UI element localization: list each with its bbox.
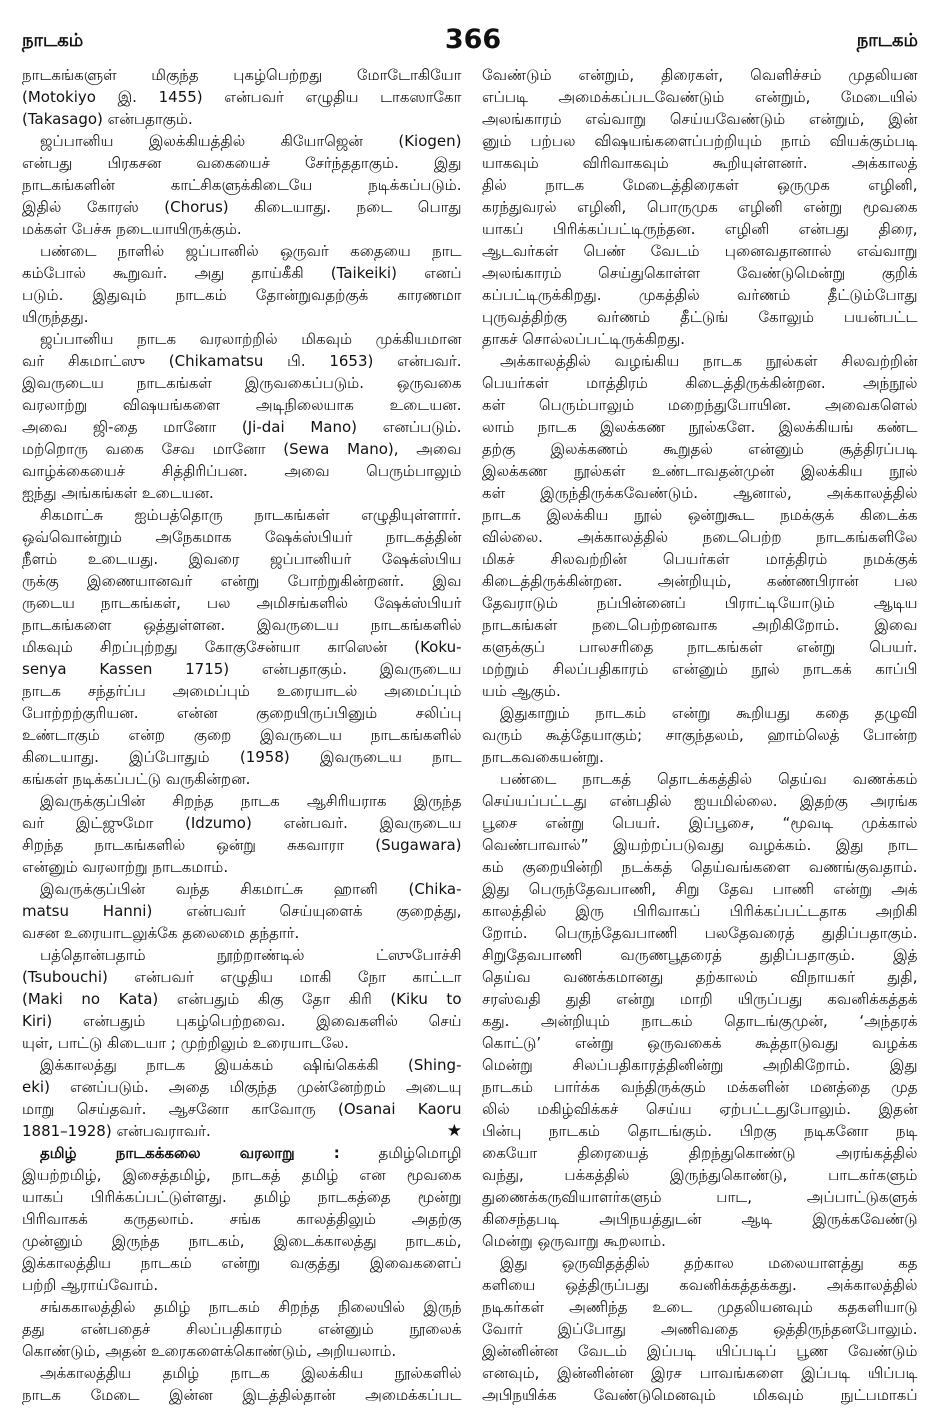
line-text: நீளம் உடையது. இவரை ஜப்பானியர் ஷேக்ஸ்பிய xyxy=(22,550,462,568)
line-text: இவருடைய நாடகங்கள் இருவகைப்படும். ஒருவகை xyxy=(22,374,462,392)
text-line xyxy=(482,108,918,130)
text-line xyxy=(482,548,918,570)
text-line xyxy=(482,614,918,636)
line-text: கம்போல் கூறுவர். அது தாய்கீகி (Taikeiki) எனப் xyxy=(22,264,462,282)
text-line xyxy=(22,812,462,834)
text-line xyxy=(482,1032,918,1054)
line-text: துணைக்கருவியாளர்களும் பாட, அப்பாட்டுகளுக் xyxy=(482,1188,918,1206)
text-line xyxy=(482,284,918,306)
line-text: பண்டை நாடகத் தொடக்கத்தில் தெய்வ வணக்கம் xyxy=(500,770,918,788)
text-line xyxy=(482,834,918,856)
text-line xyxy=(22,1076,462,1098)
line-text: தமிழ்மொழி xyxy=(378,1144,462,1162)
line-text: யம் ஆகும். xyxy=(482,682,561,700)
line-text: ஐந்து அங்கங்கள் உடையன. xyxy=(22,484,214,502)
line-text: லாம் நாடக இலக்கண நூல்களே. இலக்கியங் கண்ட xyxy=(482,418,918,436)
text-line xyxy=(22,416,462,438)
line-text: ருடைய நாடகங்கள், பல அமிசங்களில் ஷேக்ஸ்பியர் xyxy=(22,594,462,612)
line-text: கையோ திரையைத் திறந்துகொண்டு அரங்கத்தில் xyxy=(482,1144,918,1162)
text-line xyxy=(22,1318,462,1340)
line-text: இவருக்குப்பின் சிறந்த நாடக ஆசிரியராக இருந்த xyxy=(40,792,462,810)
line-text: என்னும் வரலாற்று நாடகமாம். xyxy=(22,858,229,876)
text-line xyxy=(22,658,462,680)
line-text: யாகவும் விரிவாகவும் கூறியுள்ளனர். அக்காலத் xyxy=(482,154,918,172)
text-line xyxy=(482,988,918,1010)
line-text: வரலாற்று விஷயங்களை அடிநிலையாக உடையன. xyxy=(22,396,462,414)
paragraph xyxy=(22,504,462,790)
line-text: கப்பட்டிருக்கிறது. முகத்தில் வர்ணம் தீட்டும்போது xyxy=(482,286,918,304)
line-text: சிறந்த நாடகங்களில் ஒன்று சுகவாரா (Sugawara) xyxy=(22,836,462,854)
text-line xyxy=(482,196,918,218)
line-text: 1881–1928) என்பவராவர். xyxy=(22,1122,211,1140)
line-text: பற்றி ஆராய்வோம். xyxy=(22,1276,159,1294)
line-text: தாகச் சொல்லப்பட்டிருக்கிறது. xyxy=(482,330,685,348)
text-line xyxy=(22,372,462,394)
line-text: கம் குறையின்றி நடக்கத் தெய்வங்களை வணங்குவதாம். xyxy=(482,858,918,876)
text-line xyxy=(482,1010,918,1032)
text-line xyxy=(22,768,462,790)
line-text: ஒவ்வொன்றும் அநேகமாக ஷேக்ஸ்பியர் நாடகத்தின் xyxy=(22,528,462,546)
paragraph xyxy=(482,64,918,350)
text-line xyxy=(22,1296,462,1318)
text-line xyxy=(22,526,462,548)
text-line xyxy=(22,306,462,328)
line-text: மற்றொரு வகை சேவ மானோ (Sewa Mano), அவை xyxy=(22,440,462,458)
line-text: போற்றற்குரியன. என்ன குறையிருப்பினும் சலிப்பு xyxy=(22,704,462,722)
line-text: கங்கள் நடிக்கப்பட்டு வருகின்றன. xyxy=(22,770,251,788)
text-line xyxy=(482,1186,918,1208)
line-text: சிறுதேவபாணி வருணபூதரைத் துதிப்பதாகும். இத் xyxy=(482,946,918,964)
text-line xyxy=(482,86,918,108)
text-line xyxy=(22,966,462,988)
line-text: கிடைத்திருக்கின்றன. அன்றியும், கண்ணபிரான் பல xyxy=(482,572,918,590)
text-line xyxy=(22,1054,462,1076)
text-line xyxy=(482,1318,918,1340)
text-line xyxy=(482,944,918,966)
text-line xyxy=(22,636,462,658)
line-text: அக்காலத்தில் வழங்கிய நாடக நூல்கள் சிலவற்றின் xyxy=(500,352,918,370)
section-heading: தமிழ் நாடகக்கலை வரலாறு : xyxy=(40,1144,340,1162)
text-line xyxy=(482,218,918,240)
paragraph xyxy=(22,944,462,1054)
line-text: (Tsubouchi) என்பவர் எழுதிய மாகி நோ காட்டா xyxy=(22,968,462,986)
text-line xyxy=(22,592,462,614)
text-line xyxy=(22,1186,462,1208)
line-text: பிரிவாகக் கருதலாம். சங்க காலத்திலும் அதற்கு xyxy=(22,1210,462,1228)
line-text: மிகவும் சிறப்புற்றது கோகுசேன்யா காஸென் (Koku- xyxy=(22,638,462,656)
paragraph xyxy=(22,240,462,328)
line-text: பண்டை நாளில் ஜப்பானில் ஒருவர் கதையை நாட xyxy=(40,242,462,260)
text-line xyxy=(482,1164,918,1186)
text-line xyxy=(22,1032,462,1054)
line-text: வசன உரையாடலுக்கே தலைமை தந்தார். xyxy=(22,924,300,942)
text-line xyxy=(22,834,462,856)
text-line xyxy=(482,1076,918,1098)
text-line xyxy=(22,1120,462,1142)
line-text: தில் நாடக மேடைத்திரைகள் ஒருமுக எழினி, xyxy=(482,176,918,194)
line-text: கள் பெரும்பாலும் மறைந்துபோயின. அவைகளெல் xyxy=(482,396,918,414)
text-line xyxy=(482,1274,918,1296)
line-text: னும் பற்பல விஷயங்களைப்பற்றியும் நாம் வியக்கும்படி xyxy=(482,132,918,150)
text-line xyxy=(22,1362,462,1384)
text-line xyxy=(482,724,918,746)
line-text: முன்னும் இருந்த நாடகம், இடைக்காலத்து நாடகம், xyxy=(22,1232,462,1250)
text-line xyxy=(22,1142,462,1164)
paragraph xyxy=(22,130,462,240)
text-line xyxy=(22,240,462,262)
text-line xyxy=(482,130,918,152)
text-line xyxy=(22,196,462,218)
text-line xyxy=(482,328,918,350)
text-line xyxy=(482,1120,918,1142)
line-text: வந்து, பக்கத்தில் இருந்துகொண்டு, பாடகர்களும் xyxy=(482,1166,918,1184)
paragraph xyxy=(482,768,918,1252)
line-text: ஜப்பானிய நாடக வரலாற்றில் மிகவும் முக்கியமான xyxy=(40,330,462,348)
text-line xyxy=(482,680,918,702)
line-text: நாடக மேடை இன்ன இடத்தில்தான் அமைக்கப்பட xyxy=(22,1386,462,1404)
line-text: இக்காலத்திய நாடகம் என்று வகுத்து இவைகளைப் xyxy=(22,1254,462,1272)
text-line xyxy=(22,328,462,350)
line-text: நாடக இலக்கிய நூல் ஒன்றுகூட நமக்குக் கிடைக்க xyxy=(482,506,918,524)
text-line xyxy=(482,1230,918,1252)
line-text: கொண்டும், அதன் உரைகளைக்கொண்டும், அறியலாம். xyxy=(22,1342,397,1360)
line-text: வரும் கூத்தேயாகும்; சாகுந்தலம், ஹாம்லெத் போன்ற xyxy=(482,726,918,744)
text-line xyxy=(482,1142,918,1164)
line-text: கள் இருந்திருக்கவேண்டும். ஆனால், அக்காலத்தில் xyxy=(482,484,918,502)
text-line xyxy=(482,900,918,922)
text-line xyxy=(482,746,918,768)
text-line xyxy=(482,878,918,900)
paragraph xyxy=(22,1142,462,1296)
line-text: வேண்டும் என்றும், திரைகள், வெளிச்சம் முதலியன xyxy=(482,66,918,84)
line-text: இது பெருந்தேவபாணி, சிறு தேவ பாணி என்று அக் xyxy=(482,880,918,898)
text-line xyxy=(482,658,918,680)
line-text: தெய்வ வணக்கமானது தற்காலம் விநாயகர் துதி, xyxy=(482,968,918,986)
text-line xyxy=(22,570,462,592)
line-text: தேவராடும் நப்பின்னைப் பிராட்டியோடும் ஆடிய xyxy=(482,594,918,612)
text-line xyxy=(482,240,918,262)
running-head-right: நாடகம் xyxy=(856,30,918,51)
text-line xyxy=(482,702,918,724)
text-line xyxy=(482,460,918,482)
text-line xyxy=(22,900,462,922)
text-line xyxy=(482,1296,918,1318)
text-line xyxy=(482,306,918,328)
line-text: (Takasago) என்பதாகும். xyxy=(22,110,193,128)
text-line xyxy=(22,790,462,812)
line-text: களுக்குப் பாலசரிதை நாடகங்கள் என்று பெயர். xyxy=(482,638,918,656)
line-text: எனவும், இன்னின்ன இரச பாவங்களை இப்படி யிப்படி xyxy=(482,1364,918,1382)
line-text: நாடகங்களை ஒத்துள்ளன. இவருடைய நாடகங்களில் xyxy=(22,616,462,634)
running-head-left: நாடகம் xyxy=(22,30,84,51)
line-text: senya Kassen 1715) என்பதாகும். இவருடைய xyxy=(22,660,462,678)
line-text: அவை ஜி-தை மானோ (Ji-dai Mano) எனப்படும். xyxy=(22,418,462,436)
line-text: இன்னின்ன வேடம் இப்படி யிப்படிப் பூண வேண்டும் xyxy=(482,1342,918,1360)
line-text: கொட்டு’ என்று ஒருவகைக் கூத்தாடுவது வழக்க xyxy=(482,1034,918,1052)
line-text: ஆடவர்கள் பெண் வேடம் புனைவதானால் எவ்வாறு xyxy=(482,242,918,260)
left-column xyxy=(22,64,462,1406)
text-line xyxy=(482,416,918,438)
line-text: எப்படி அமைக்கப்படவேண்டும் என்றும், மேடையில் xyxy=(482,88,918,106)
text-line xyxy=(482,438,918,460)
text-line xyxy=(22,988,462,1010)
line-text: நாடகங்கள் நடைபெற்றனவாக அறிகிறோம். இவை xyxy=(482,616,918,634)
text-line xyxy=(482,790,918,812)
text-line xyxy=(482,1384,918,1406)
line-text: சரஸ்வதி துதி என்று மாறி யிருப்பது கவனிக்கத்தக் xyxy=(482,990,918,1008)
text-line xyxy=(22,86,462,108)
text-line xyxy=(22,614,462,636)
line-text: (Motokiyo இ. 1455) என்பவர் எழுதிய டாகஸாகோ xyxy=(22,88,462,106)
text-line xyxy=(22,1340,462,1362)
text-line xyxy=(482,636,918,658)
text-line xyxy=(482,1054,918,1076)
text-line xyxy=(22,1208,462,1230)
text-line xyxy=(22,1384,462,1406)
text-line xyxy=(22,1252,462,1274)
text-line xyxy=(22,878,462,900)
line-text: வாழ்க்கையைச் சித்திரிப்பன. அவை பெரும்பாலும் xyxy=(22,462,462,480)
line-text: சங்ககாலத்தில் தமிழ் நாடகம் சிறந்த நிலையில் இருந் xyxy=(40,1298,462,1316)
line-text: பின்பு நாடகம் தொடங்கும். பிறகு நடிகனோ நடி xyxy=(482,1122,918,1140)
line-text: நாடகங்களின் காட்சிகளுக்கிடையே நடிக்கப்படும். xyxy=(22,176,462,194)
line-text: செய்யப்பட்டது என்பதில் ஐயமில்லை. இதற்கு அரங்க xyxy=(482,792,918,810)
text-line xyxy=(22,152,462,174)
text-line xyxy=(22,482,462,504)
line-text: ருக்கு இணையானவர் என்று போற்றுகின்றனர். இவ xyxy=(22,572,462,590)
line-text: கரந்துவரல் எழினி, பொருமுக எழினி என்று மூவகை xyxy=(482,198,918,216)
text-line xyxy=(482,922,918,944)
line-text: மக்கள் பேச்சு நடையாயிருக்கும். xyxy=(22,220,242,238)
text-line xyxy=(482,1098,918,1120)
paragraph xyxy=(22,878,462,944)
text-line xyxy=(482,966,918,988)
text-line xyxy=(22,218,462,240)
line-text: பெயர்கள் மாத்திரம் கிடைத்திருக்கின்றன. அந்நூல் xyxy=(482,374,918,392)
text-line xyxy=(482,1252,918,1274)
paragraph xyxy=(22,790,462,878)
text-line xyxy=(22,108,462,130)
text-line xyxy=(482,372,918,394)
text-line xyxy=(22,724,462,746)
line-text: றோம். பெருந்தேவபாணி பலதேவரைத் துதிப்பதாகும். xyxy=(482,924,918,942)
text-line xyxy=(22,746,462,768)
line-text: பத்தொன்பதாம் நூற்றாண்டில் ட்ஸுபோச்சி xyxy=(40,946,462,964)
line-text: வர் இட்ஜுமோ (Idzumo) என்பவர். இவருடைய xyxy=(22,814,462,832)
line-text: இலக்கண நூல்கள் உண்டாவதன்முன் இலக்கிய நூல் xyxy=(482,462,918,480)
line-text: வோர் இப்போது அணிவதை ஒத்திருந்தனபோலும். xyxy=(482,1320,918,1338)
text-line xyxy=(482,64,918,86)
line-text: Kiri) என்பதும் புகழ்பெற்றவை. இவைகளில் செய் xyxy=(22,1012,462,1030)
line-text: வில்லை. அக்காலத்தில் நடைபெற்ற நாடகங்களிலே xyxy=(482,528,918,546)
line-text: வர் சிகமாட்ஸு (Chikamatsu பி. 1653) என்பவர். xyxy=(22,352,462,370)
text-line xyxy=(482,856,918,878)
paragraph xyxy=(482,350,918,702)
right-column xyxy=(482,64,918,1406)
paragraph xyxy=(22,1054,462,1142)
line-text: களியை ஒத்திருப்பது கவனிக்கத்தக்கது. அக்காலத்தில் xyxy=(482,1276,918,1294)
line-text: இதில் கோரஸ் (Chorus) கிடையாது. நடை பொது xyxy=(22,198,462,216)
line-text: இயற்றமிழ், இசைத்தமிழ், நாடகத் தமிழ் என மூவகை xyxy=(22,1166,462,1184)
line-text: அக்காலத்திய தமிழ் நாடக இலக்கிய நூல்களில் xyxy=(40,1364,462,1382)
line-text: யிருந்தது. xyxy=(22,308,89,326)
text-line xyxy=(22,350,462,372)
line-text: இவருக்குப்பின் வந்த சிகமாட்சு ஹானி (Chika- xyxy=(40,880,462,898)
line-text: இக்காலத்து நாடக இயக்கம் ஷிங்கெக்கி (Shing- xyxy=(40,1056,462,1074)
line-text: eki) எனப்படும். அதை மிகுந்த முன்னேற்றம் அடையு xyxy=(22,1078,462,1096)
text-line xyxy=(482,482,918,504)
text-line xyxy=(482,768,918,790)
line-text: இதுகாறும் நாடகம் என்று கூறியது கதை தழுவி xyxy=(500,704,918,722)
text-line xyxy=(22,922,462,944)
line-text: நாடகவகையன்று. xyxy=(482,748,604,766)
text-line xyxy=(22,1098,462,1120)
line-text: நாடகங்களுள் மிகுந்த புகழ்பெற்றது மோடோகியோ xyxy=(22,66,462,84)
line-text: அலங்காரம் எவ்வாறு செய்யவேண்டும் என்றும், இன் xyxy=(482,110,918,128)
line-text: சிகமாட்சு ஐம்பத்தொரு நாடகங்கள் எழுதியுள்ளார். xyxy=(40,506,462,524)
text-line xyxy=(482,570,918,592)
line-text: (Maki no Kata) என்பதும் கிகு தோ கிரி (Kiku to xyxy=(22,990,462,1008)
line-text: புருவத்திற்கு வர்ணம் தீட்டுங் கோலும் பயன்பட்ட xyxy=(482,308,918,326)
text-line xyxy=(22,1164,462,1186)
text-line xyxy=(22,64,462,86)
line-text: தற்கு இலக்கணம் கூறுதல் என்னும் சூத்திரப்படி xyxy=(482,440,918,458)
paragraph xyxy=(22,64,462,130)
line-text: லில் மகிழ்விக்கச் செய்ய ஏற்பட்டதுபோலும். இதன் xyxy=(482,1100,918,1118)
text-line xyxy=(22,702,462,724)
page-number: 366 xyxy=(444,24,502,55)
line-text: மென்று ஒருவாறு கூறலாம். xyxy=(482,1232,666,1250)
line-text: மிகச் சிலவற்றின் பெயர்கள் மாத்திரம் நமக்குக் xyxy=(482,550,918,568)
line-text: யாகப் பிரிக்கப்பட்டுள்ளது. தமிழ் நாடகத்தை மூன்று xyxy=(22,1188,462,1206)
line-text: யுள், பாட்டு கிடையா ; முற்றிலும் உரையாடலே. xyxy=(22,1034,349,1052)
text-line xyxy=(482,152,918,174)
text-line xyxy=(482,592,918,614)
line-text: படும். இதுவும் நாடகம் தோன்றுவதற்குக் காரணமா xyxy=(22,286,462,304)
text-line xyxy=(22,1230,462,1252)
text-line xyxy=(22,438,462,460)
text-line xyxy=(22,504,462,526)
line-text: மென்று சிலப்பதிகாரத்தினின்று அறிகிறோம். இது xyxy=(482,1056,918,1074)
paragraph xyxy=(482,1252,918,1406)
text-line xyxy=(482,526,918,548)
text-line xyxy=(482,1208,918,1230)
line-text: யாகப் பிரிக்கப்பட்டிருந்தன. எழினி என்பது திரை, xyxy=(482,220,918,238)
line-text: வெண்பாவால்” இயற்றப்படுவது வழக்கம். இது நாட xyxy=(482,836,918,854)
line-text: மற்றும் சிலப்பதிகாரம் என்னும் நூல் நாடகக் காப்பி xyxy=(482,660,918,678)
text-line xyxy=(22,130,462,152)
end-mark-star: ★ xyxy=(446,1121,462,1141)
line-text: கிசைந்தபடி அபிநயத்துடன் ஆடி இருக்கவேண்டு xyxy=(482,1210,918,1228)
line-text: பூசை என்று பெயர். இப்பூசை, “மூவடி முக்கால் xyxy=(482,814,918,832)
line-text: என்பது பிரகசன வகையைச் சேர்ந்ததாகும். இது xyxy=(22,154,462,172)
text-line xyxy=(482,504,918,526)
line-text: ஜப்பானிய இலக்கியத்தில் கியோஜென் (Kiogen) xyxy=(40,132,462,150)
line-text: மாறு செய்தவர். ஆசனோ காவோரு (Osanai Kaoru xyxy=(22,1100,462,1118)
line-text: நாடகம் பார்க்க வந்திருக்கும் மக்களின் மனத்தை முத xyxy=(482,1078,918,1096)
text-line xyxy=(22,1010,462,1032)
line-text: கிடையாது. இப்போதும் (1958) இவருடைய நாட xyxy=(22,748,462,766)
text-line xyxy=(482,174,918,196)
line-text: தது என்பதைச் சிலப்பதிகாரம் என்னும் நூலைக் xyxy=(22,1320,462,1338)
text-line xyxy=(482,262,918,284)
text-line xyxy=(22,174,462,196)
text-line xyxy=(22,856,462,878)
text-line xyxy=(482,1340,918,1362)
line-text: கது. அன்றியும் நாடகம் தொடங்குமுன், ‘அந்தரக் xyxy=(482,1012,918,1030)
text-line xyxy=(22,548,462,570)
line-text: அபிநயிக்க வேண்டுமெனவும் மிகவும் நுட்பமாகப் xyxy=(482,1386,918,1404)
text-line xyxy=(22,1274,462,1296)
line-text: இது ஒருவிதத்தில் தற்கால மலையாளத்து கத xyxy=(500,1254,918,1272)
text-line xyxy=(22,284,462,306)
text-line xyxy=(482,350,918,372)
line-text: நாடக சந்தர்ப்ப அமைப்பும் உரையாடல் அமைப்பும் xyxy=(22,682,462,700)
text-line xyxy=(22,944,462,966)
text-line xyxy=(482,1362,918,1384)
paragraph xyxy=(22,328,462,504)
paragraph xyxy=(22,1296,462,1362)
text-line xyxy=(22,262,462,284)
paragraph xyxy=(22,1362,462,1406)
line-text: நடிகர்கள் அணிந்த உடை முதலியனவும் கதகளியாடு xyxy=(482,1298,918,1316)
line-text: அலங்காரம் செய்துகொள்ள வேண்டுமென்று குறிக் xyxy=(482,264,918,282)
text-line xyxy=(22,680,462,702)
text-line xyxy=(22,394,462,416)
line-text: காலத்தில் இரு பிரிவாகப் பிரிக்கப்பட்டதாக அறிகி xyxy=(482,902,918,920)
text-line xyxy=(482,394,918,416)
text-line xyxy=(482,812,918,834)
paragraph xyxy=(482,702,918,768)
line-text: உண்டாகும் என்ற குறை இவருடைய நாடகங்களில் xyxy=(22,726,462,744)
text-line xyxy=(22,460,462,482)
line-text: matsu Hanni) என்பவர் செய்யுளைக் குறைத்து, xyxy=(22,902,462,920)
